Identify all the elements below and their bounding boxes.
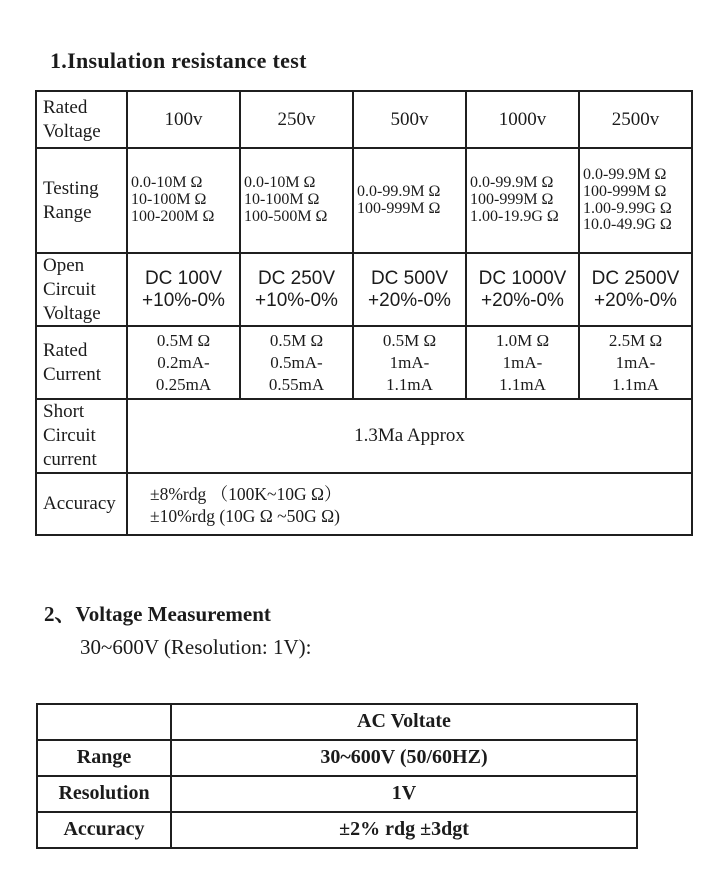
- ac-voltage-header-row: [37, 704, 637, 740]
- range-line: 0.0-10M Ω: [131, 174, 203, 192]
- rated-current-cell-1000v: [466, 326, 579, 399]
- testing-range-label: Testing Range: [36, 148, 127, 253]
- ocv-line: DC 2500V: [591, 267, 680, 289]
- range-value: 30~600V (50/60HZ): [171, 740, 637, 776]
- range-row: [37, 740, 637, 776]
- range-line: 1.00-19.9G Ω: [470, 207, 559, 225]
- current-line: 0.5mA-: [270, 352, 323, 372]
- ocv-line: +10%-0%: [255, 289, 338, 311]
- open-circuit-voltage-row: [36, 253, 692, 326]
- ocv-line: DC 1000V: [478, 267, 567, 289]
- range-label: Range: [37, 740, 171, 776]
- accuracy2-row: [37, 812, 637, 848]
- ocv-line: DC 100V: [144, 267, 223, 289]
- rated-current-cell-250v: [240, 326, 353, 399]
- ocv-line: +20%-0%: [481, 289, 564, 311]
- testing-range-cell-500v: [353, 148, 466, 253]
- rated-current-cell-2500v: [579, 326, 692, 399]
- range-line: 100-500M Ω: [244, 207, 328, 225]
- testing-range-cell-2500v: [579, 148, 692, 253]
- current-line: 0.2mA-: [157, 352, 210, 372]
- current-line: 1mA-: [615, 352, 656, 372]
- range-line: 0.0-99.9M Ω: [470, 174, 554, 192]
- accuracy-label: Accuracy: [36, 473, 127, 535]
- short-circuit-label: Short Circuit current: [36, 399, 127, 472]
- open-circuit-cell-1000v: [466, 253, 579, 326]
- range-line: 0.0-99.9M Ω: [583, 165, 667, 183]
- accuracy-value: [127, 473, 692, 535]
- voltage-cell-2500v: 2500v: [579, 91, 692, 148]
- resolution-value: 1V: [171, 776, 637, 812]
- accuracy2-value: ±2% rdg ±3dgt: [171, 812, 637, 848]
- testing-range-cell-1000v: [466, 148, 579, 253]
- accuracy-row: [36, 473, 692, 535]
- rated-current-cell-100v: [127, 326, 240, 399]
- range-line: 100-999M Ω: [583, 182, 667, 200]
- section2-title: 2、Voltage Measurement: [44, 601, 271, 626]
- section1-title: 1.Insulation resistance test: [50, 48, 307, 73]
- open-circuit-voltage-label: Open Circuit Voltage: [36, 253, 127, 326]
- voltage-cell-1000v: 1000v: [466, 91, 579, 148]
- ocv-line: DC 500V: [370, 267, 449, 289]
- current-line: 1.1mA: [499, 374, 546, 394]
- voltage-cell-250v: 250v: [240, 91, 353, 148]
- voltage-cell-500v: 500v: [353, 91, 466, 148]
- ocv-line: DC 250V: [257, 267, 336, 289]
- open-circuit-cell-100v: [127, 253, 240, 326]
- range-line: 0.0-99.9M Ω: [357, 182, 441, 200]
- ocv-line: +20%-0%: [594, 289, 677, 311]
- voltage-cell-100v: 100v: [127, 91, 240, 148]
- testing-range-cell-100v: [127, 148, 240, 253]
- open-circuit-cell-500v: [353, 253, 466, 326]
- accuracy-line: ±8%rdg （100K~10G Ω）: [150, 483, 342, 504]
- ac-voltage-header: AC Voltate: [171, 704, 637, 740]
- range-line: 10-100M Ω: [131, 191, 207, 209]
- empty-header-cell: [37, 704, 171, 740]
- open-circuit-cell-250v: [240, 253, 353, 326]
- current-line: 0.5M Ω: [156, 330, 211, 350]
- current-line: 2.5M Ω: [608, 330, 663, 350]
- range-line: 100-200M Ω: [131, 207, 215, 225]
- current-line: 1.0M Ω: [495, 330, 550, 350]
- resolution-label: Resolution: [37, 776, 171, 812]
- rated-current-label: Rated Current: [36, 326, 127, 399]
- rated-current-cell-500v: [353, 326, 466, 399]
- short-circuit-value: 1.3Ma Approx: [127, 399, 692, 472]
- voltage-measurement-table: [36, 703, 638, 849]
- current-line: 0.55mA: [268, 374, 325, 394]
- rated-voltage-row: [36, 91, 692, 148]
- ocv-line: +10%-0%: [142, 289, 225, 311]
- open-circuit-cell-2500v: [579, 253, 692, 326]
- current-line: 1.1mA: [386, 374, 433, 394]
- rated-voltage-label: Rated Voltage: [36, 91, 127, 148]
- current-line: 1.1mA: [612, 374, 659, 394]
- accuracy2-label: Accuracy: [37, 812, 171, 848]
- insulation-resistance-table: [35, 90, 693, 536]
- ocv-line: +20%-0%: [368, 289, 451, 311]
- current-line: 1mA-: [502, 352, 543, 372]
- range-line: 100-999M Ω: [470, 191, 554, 209]
- range-line: 10-100M Ω: [244, 191, 320, 209]
- current-line: 0.5M Ω: [269, 330, 324, 350]
- range-line: 0.0-10M Ω: [244, 174, 316, 192]
- current-line: 1mA-: [389, 352, 430, 372]
- testing-range-row: [36, 148, 692, 253]
- short-circuit-row: [36, 399, 692, 472]
- current-line: 0.5M Ω: [382, 330, 437, 350]
- range-line: 100-999M Ω: [357, 199, 441, 217]
- testing-range-cell-250v: [240, 148, 353, 253]
- range-line: 10.0-49.9G Ω: [583, 216, 672, 234]
- range-line: 1.00-9.99G Ω: [583, 199, 672, 217]
- accuracy-line: ±10%rdg (10G Ω ~50G Ω): [150, 505, 340, 526]
- current-line: 0.25mA: [155, 374, 212, 394]
- resolution-row: [37, 776, 637, 812]
- rated-current-row: [36, 326, 692, 399]
- section2-subtitle: 30~600V (Resolution: 1V):: [80, 634, 312, 659]
